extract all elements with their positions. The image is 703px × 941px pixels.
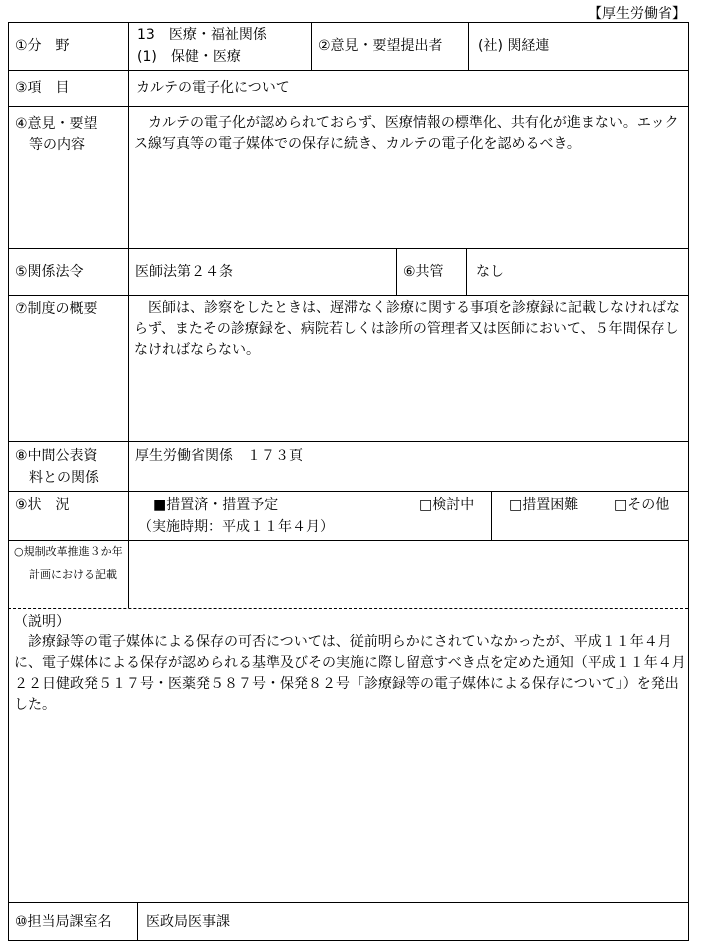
cell-divider — [396, 248, 397, 295]
status-measure: ■措置済・措置予定 — [153, 497, 279, 513]
row-divider — [8, 491, 688, 492]
opinion-label-1: ④意見・要望 — [15, 116, 98, 132]
explanation-text: 診療録等の電子媒体による保存の可否については、従前明らかにされていなかったが、平成１１年４月に、電子媒体による保存が認められる基準及びその実施に際し留意すべき点を定めた通知（平成１１年４月２２日健政発５１７号・医薬発５８７号・保発８２号「診療録等の電子媒体による保存について」）を発出した。 — [14, 634, 686, 713]
cell-divider — [491, 491, 492, 540]
status-review: □検討中 — [419, 497, 475, 513]
office-value: 医政局医事課 — [146, 914, 230, 930]
cell-divider — [468, 22, 469, 70]
interim-label-2: 料との関係 — [29, 470, 99, 486]
submitter-value: (社) 関経連 — [478, 38, 550, 54]
status-period: （実施時期：平成１１年４月） — [138, 519, 334, 535]
row-divider — [8, 70, 688, 71]
interim-label-1: ⑧中間公表資 — [15, 448, 98, 464]
status-label: ⑨状 況 — [15, 497, 70, 513]
dashed-divider — [8, 608, 688, 609]
form-table — [8, 22, 689, 941]
ministry-label: 【厚生労働省】 — [588, 6, 686, 22]
office-label: ⑩担当局課室名 — [15, 914, 112, 930]
row-divider — [8, 106, 688, 107]
field-line2: (1) 保健・医療 — [137, 49, 241, 65]
row-divider — [8, 248, 688, 249]
field-line1: 13 医療・福祉関係 — [137, 27, 267, 43]
row-divider — [8, 540, 688, 541]
item-label: ③項 目 — [15, 80, 70, 96]
jurisdiction-value: なし — [476, 264, 504, 280]
law-value: 医師法第２４条 — [135, 264, 233, 280]
row-divider — [8, 902, 688, 903]
status-other: □その他 — [614, 497, 670, 513]
interim-value: 厚生労働省関係 １７３頁 — [135, 448, 303, 464]
submitter-label: ②意見・要望提出者 — [318, 38, 443, 54]
row-divider — [8, 441, 688, 442]
row-divider — [8, 295, 688, 296]
item-value: カルテの電子化について — [136, 80, 290, 96]
cell-divider — [311, 22, 312, 70]
label-column-divider — [128, 22, 129, 608]
plan-label-2: 計画における記載 — [29, 568, 117, 581]
system-text: 医師は、診察をしたときは、遅滞なく診療に関する事項を診療録に記載しなければならず、またその診療録を、病院若しくは診所の管理者又は医師において、５年間保存しなければならない。 — [134, 300, 680, 358]
opinion-text: カルテの電子化が認められておらず、医療情報の標準化、共有化が進まない。エックス線写真等の電子媒体での保存に続き、カルテの電子化を認めるべき。 — [134, 115, 679, 152]
field-label: ①分 野 — [15, 38, 70, 54]
explanation-heading: （説明） — [14, 614, 70, 630]
cell-divider — [137, 902, 138, 941]
opinion-label-2: 等の内容 — [29, 137, 85, 153]
plan-label-1: ○規制改革推進３か年 — [14, 545, 123, 558]
cell-divider — [466, 248, 467, 295]
status-difficult: □措置困難 — [509, 497, 579, 513]
law-label: ⑤関係法令 — [15, 264, 84, 280]
jurisdiction-label: ⑥共管 — [403, 264, 444, 280]
system-label: ⑦制度の概要 — [15, 301, 98, 317]
